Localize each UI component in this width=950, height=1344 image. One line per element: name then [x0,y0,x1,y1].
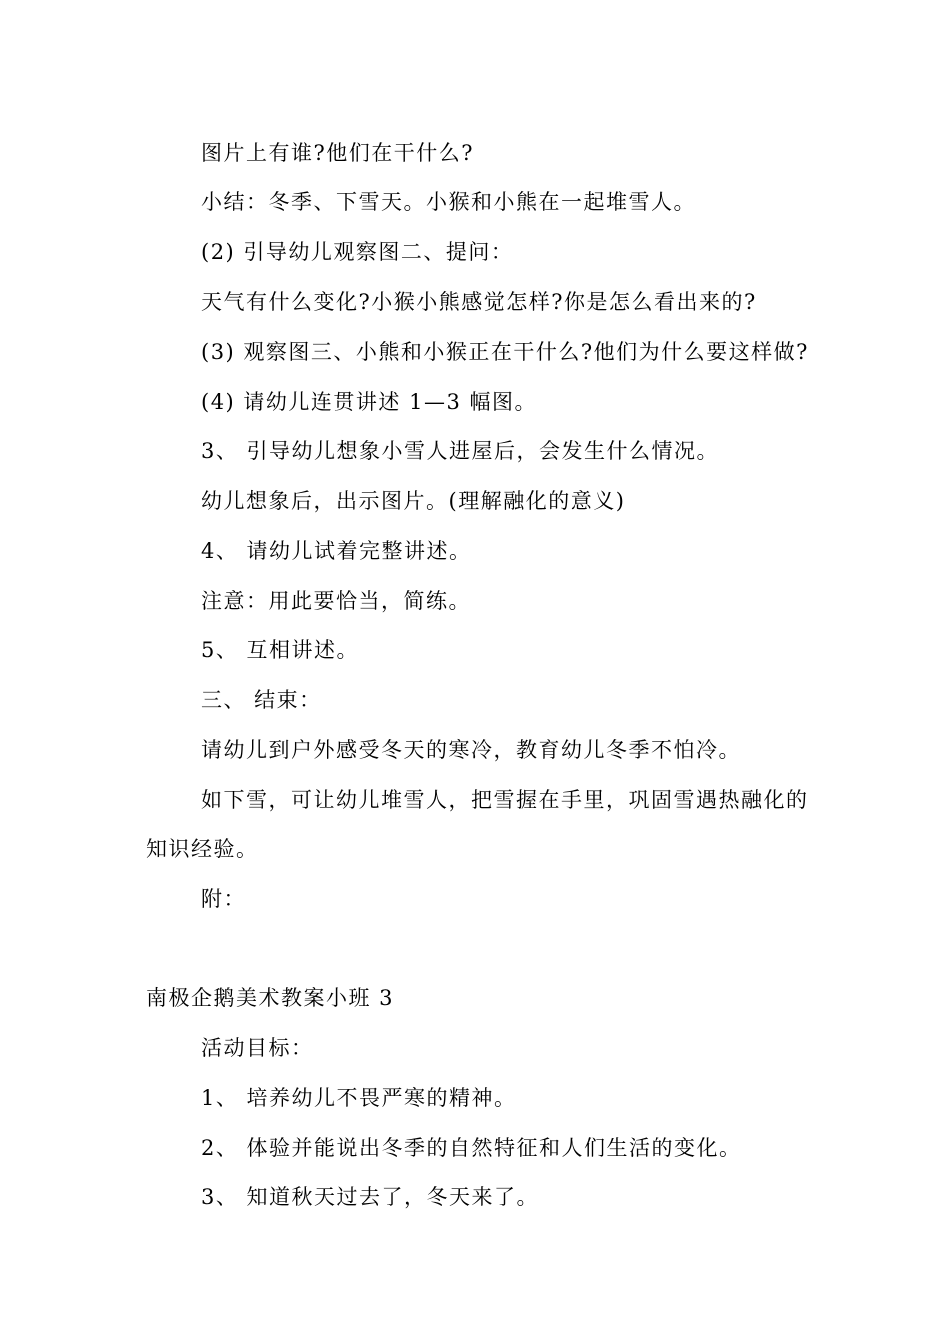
text-line: 图片上有谁?他们在干什么? [201,141,475,165]
list-item: 1、 培养幼儿不畏严寒的精神。 [201,1086,517,1110]
text-line: 4、 请幼儿试着完整讲述。 [201,539,472,563]
text-line: 天气有什么变化?小猴小熊感觉怎样?你是怎么看出来的? [201,290,757,314]
text-line: 附： [201,887,246,911]
document-title: 南极企鹅美术教案小班 3 [146,986,395,1010]
text-line: 3、 引导幼儿想象小雪人进屋后，会发生什么情况。 [201,439,720,463]
text-line: (2) 引导幼儿观察图二、提问： [201,240,514,264]
list-item: 2、 体验并能说出冬季的自然特征和人们生活的变化。 [201,1136,742,1160]
list-item: 3、 知道秋天过去了，冬天来了。 [201,1185,540,1209]
text-line: 请幼儿到户外感受冬天的寒冷，教育幼儿冬季不怕冷。 [201,738,741,762]
text-line: 如下雪，可让幼儿堆雪人，把雪握在手里，巩固雪遇热融化的 [201,788,809,812]
text-line: 小结：冬季、下雪天。小猴和小熊在一起堆雪人。 [201,190,696,214]
text-line: 知识经验。 [146,837,259,861]
text-line: (4) 请幼儿连贯讲述 1—3 幅图。 [201,390,537,414]
section-heading: 活动目标： [201,1036,314,1060]
section-heading: 三、 结束： [201,688,322,712]
text-line: 5、 互相讲述。 [201,638,360,662]
text-line: 注意：用此要恰当，简练。 [201,589,471,613]
text-line: (3) 观察图三、小熊和小猴正在干什么?他们为什么要这样做? [201,340,809,364]
text-line: 幼儿想象后，出示图片。(理解融化的意义) [201,489,626,513]
